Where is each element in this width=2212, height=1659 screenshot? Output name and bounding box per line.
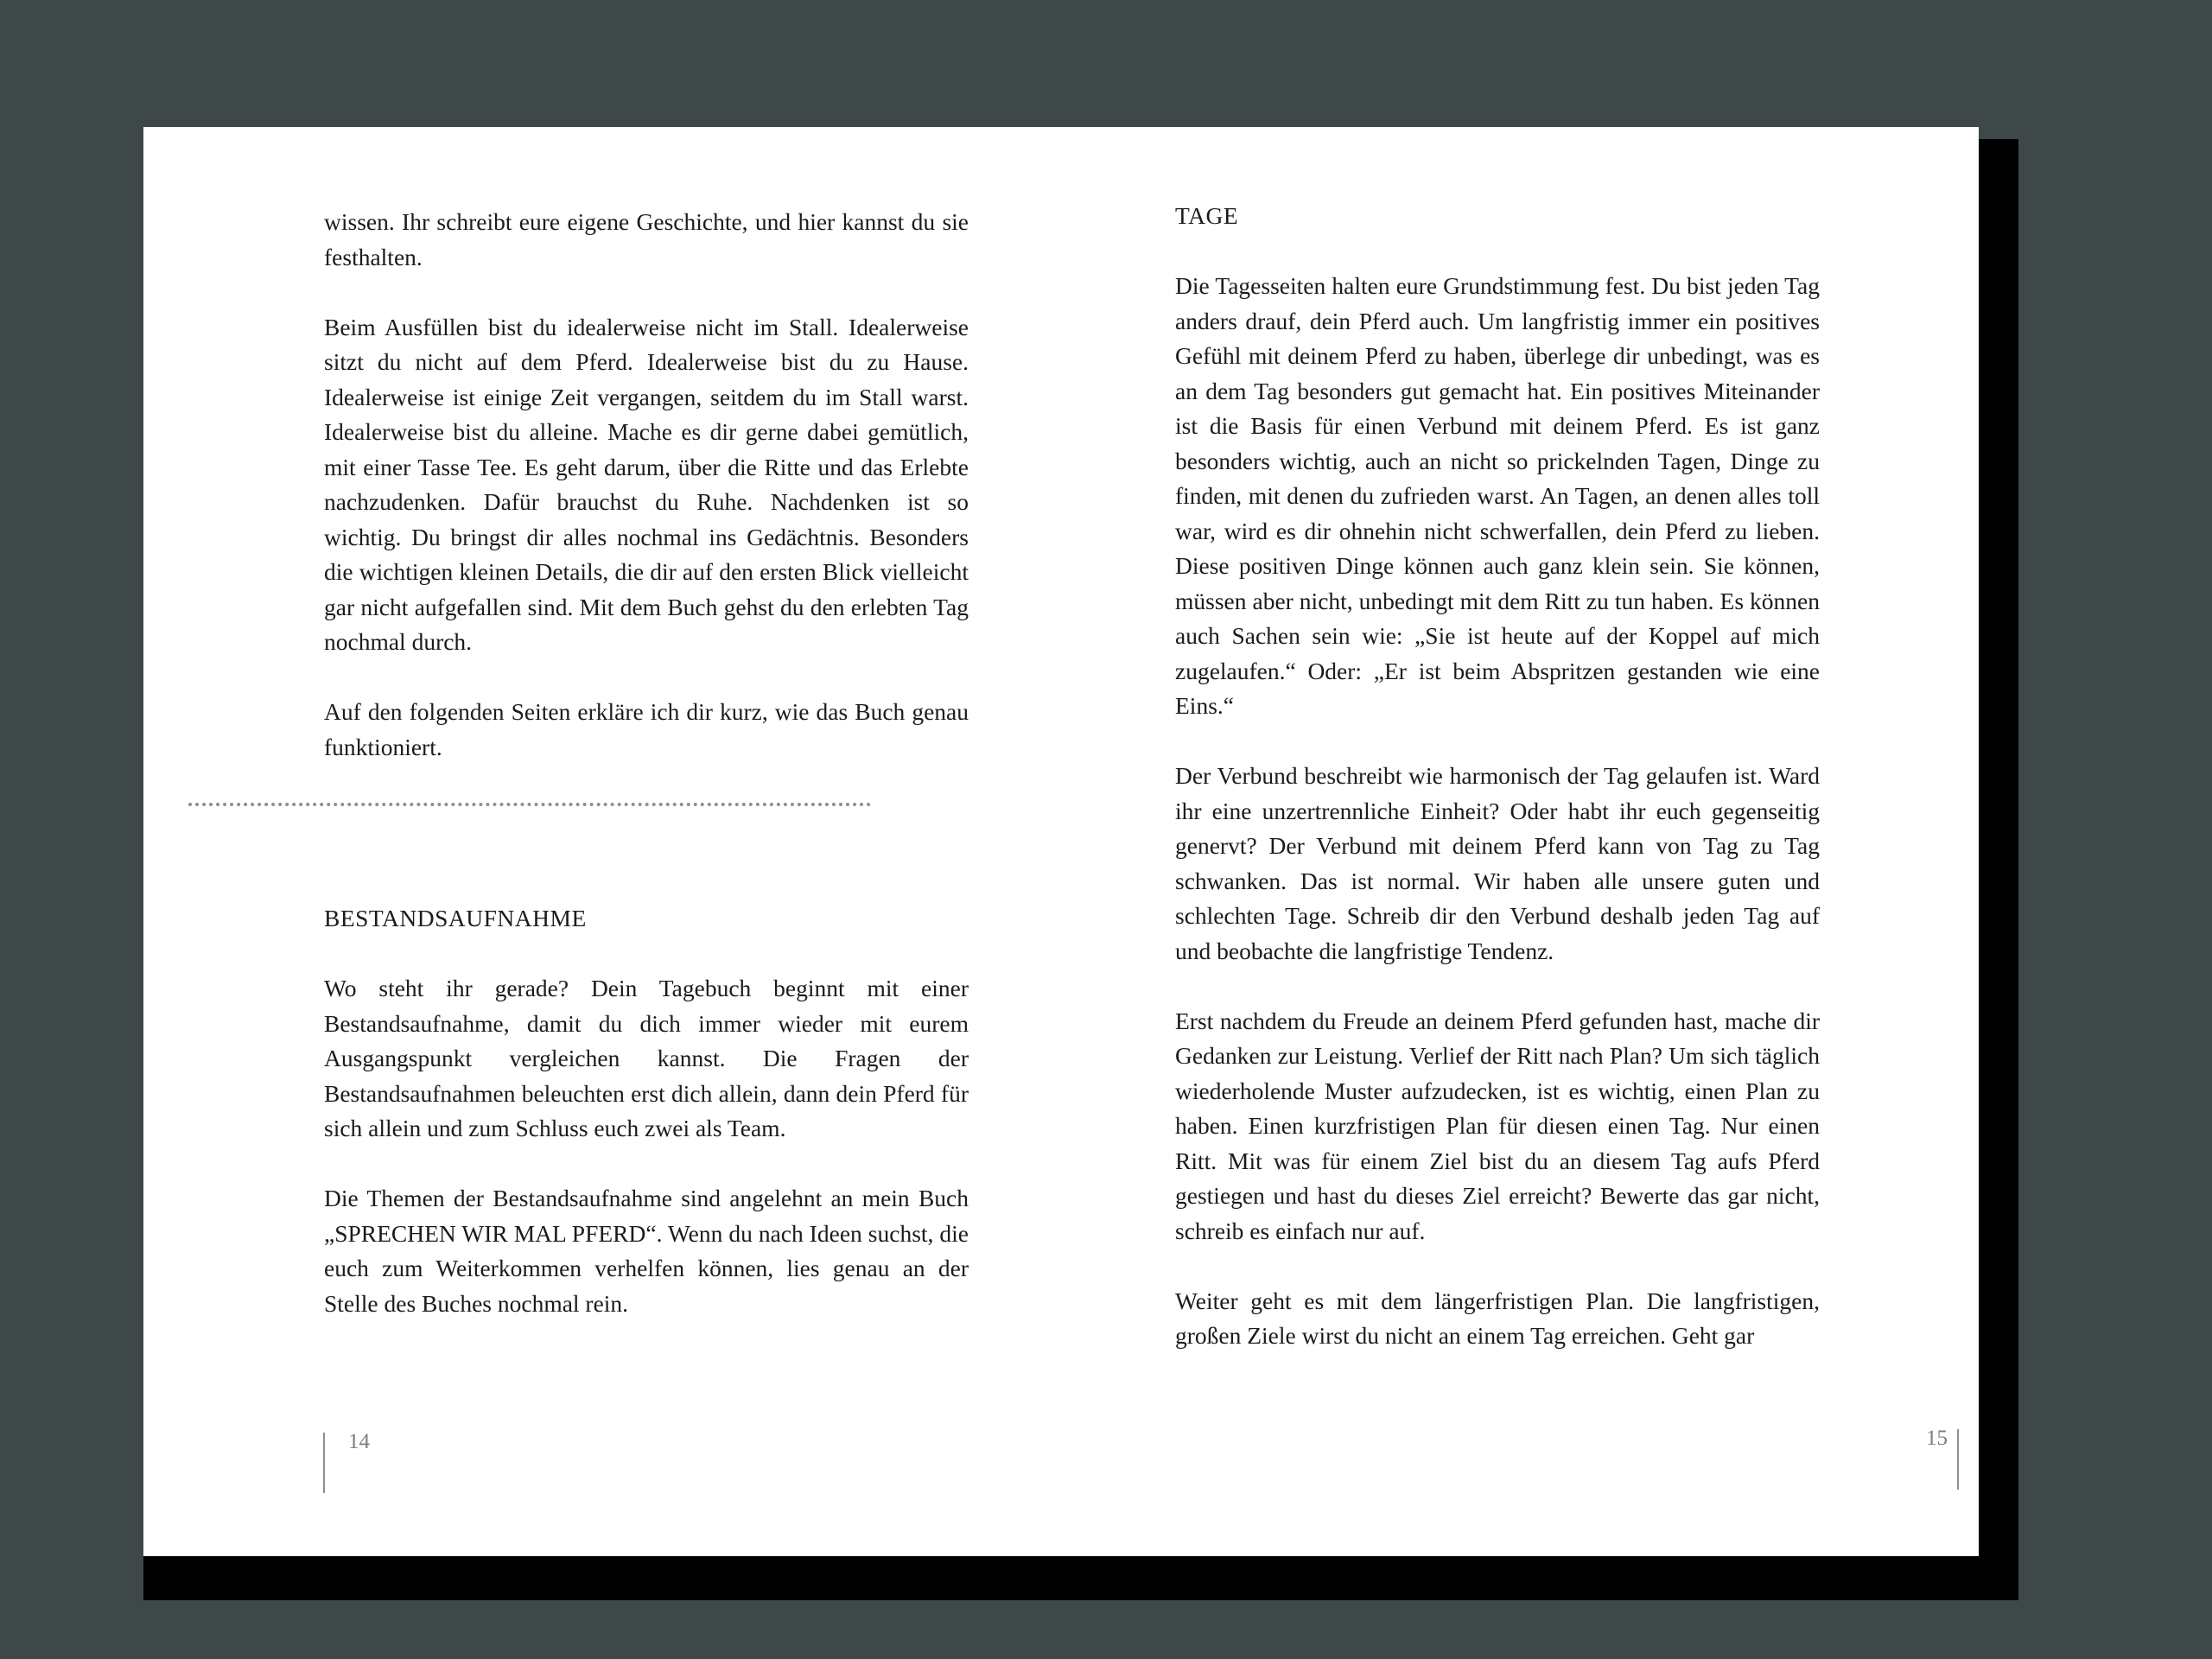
paragraph: Auf den folgenden Seiten erkläre ich dir kurz, wie das Buch genau funktioniert. bbox=[324, 698, 969, 760]
section-heading-bestandsaufnahme: BESTANDSAUFNAHME bbox=[324, 905, 587, 931]
page-number-left: 14 bbox=[348, 1430, 370, 1453]
page-number-rule-left bbox=[323, 1433, 325, 1493]
page-number-rule-right bbox=[1957, 1429, 1959, 1490]
left-page-text-block-2 bbox=[324, 901, 969, 1321]
section-heading-tage: TAGE bbox=[1175, 202, 1239, 229]
left-page-text-block-1 bbox=[324, 205, 969, 765]
page-number-right: 15 bbox=[1926, 1427, 1948, 1450]
paragraph: Der Verbund beschreibt wie harmonisch der Tag gelaufen ist. Ward ihr eine unzertrennliche Einheit? Oder habt ihr euch gegenseitig genervt? Der Verbund mit deinem Pferd kann von Tag zu Tag schwanken. Das ist normal. Wir haben alle unsere guten und schlechten Tage. Schreib dir den Verbund deshalb jeden Tag auf und beobachte die langfristige Tendenz. bbox=[1175, 762, 1820, 964]
paragraph: wissen. Ihr schreibt eure eigene Geschichte, und hier kannst du sie festhalten. bbox=[324, 208, 969, 270]
dotted-divider bbox=[188, 803, 871, 806]
book-spread bbox=[143, 127, 1979, 1556]
paragraph: Die Tagesseiten halten eure Grundstimmung fest. Du bist jeden Tag anders drauf, dein Pferd auch. Um langfristig immer ein positives Gefühl mit deinem Pferd zu haben, überlege dir unbedingt, was es an dem Tag besonders gut gemacht hat. Ein positives Miteinander ist die Basis für einen Verbund mit deinem Pferd. Es ist ganz besonders wichtig, auch an nicht so prickelnden Tagen, Dinge zu finden, mit denen du zufrieden warst. An Tagen, an denen alles toll war, wird es dir ohnehin nicht schwerfallen, dein Pferd zu lieben. Diese positiven Dinge können auch ganz klein sein. Sie können, müssen aber nicht, unbedingt mit dem Ritt zu tun haben. Es können auch Sachen sein wie: „Sie ist heute auf der Koppel auf mich zugelaufen.“ Oder: „Er ist beim Abspritzen gestanden wie eine Eins.“ bbox=[1175, 272, 1820, 719]
paragraph: Die Themen der Bestandsaufnahme sind angelehnt an mein Buch „SPRECHEN WIR MAL PFERD“. Wenn du nach Ideen suchst, die euch zum Weiterkommen verhelfen können, lies genau an der Stelle des Buches nochmal rein. bbox=[324, 1185, 969, 1317]
paragraph: Beim Ausfüllen bist du idealerweise nicht im Stall. Idealerweise sitzt du nicht auf dem Pferd. Idealerweise bist du zu Hause. Idealerweise ist einige Zeit vergangen, seitdem du im Stall warst. Idealerweise bist du alleine. Mache es dir gerne dabei gemütlich, mit einer Tasse Tee. Es geht darum, über die Ritte und das Erlebte nachzudenken. Dafür brauchst du Ruhe. Nachdenken ist so wichtig. Du bringst dir alles nochmal ins Gedächtnis. Besonders die wichtigen kleinen Details, die dir auf den ersten Blick vielleicht gar nicht aufgefallen sind. Mit dem Buch gehst du den erlebten Tag nochmal durch. bbox=[324, 313, 969, 655]
right-page-text bbox=[1175, 199, 1820, 1354]
paragraph: Wo steht ihr gerade? Dein Tagebuch beginnt mit einer Bestandsaufnahme, damit du dich immer wieder mit eurem Ausgangspunkt vergleichen kannst. Die Fragen der Bestandsaufnahmen beleuchten erst dich allein, dann dein Pferd für sich allein und zum Schluss euch zwei als Team. bbox=[324, 975, 969, 1141]
paragraph: Weiter geht es mit dem längerfristigen Plan. Die langfristigen, großen Ziele wirst du nicht an einem Tag erreichen. Geht gar bbox=[1175, 1287, 1820, 1349]
paragraph: Erst nachdem du Freude an deinem Pferd gefunden hast, mache dir Gedanken zur Leistung. Verlief der Ritt nach Plan? Um sich täglich wiederholende Muster aufzudecken, ist es wichtig, einen Plan zu haben. Einen kurzfristigen Plan für diesen einen Tag. Nur einen Ritt. Mit was für einem Ziel bist du an diesem Tag aufs Pferd gestiegen und hast du dieses Ziel erreicht? Bewerte das gar nicht, schreib es einfach nur auf. bbox=[1175, 1007, 1820, 1244]
